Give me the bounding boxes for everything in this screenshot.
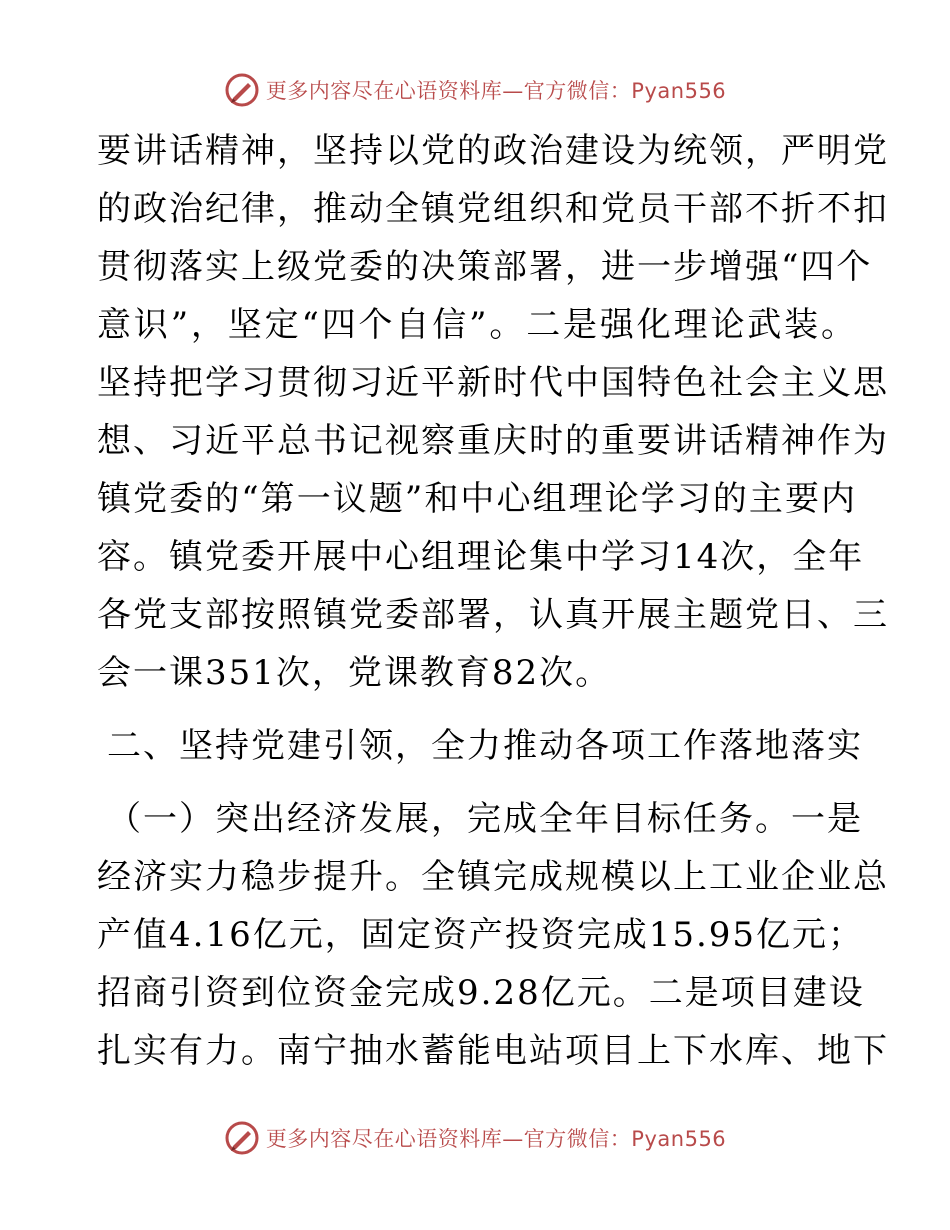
watermark-text: 更多内容尽在心语资料库—官方微信：Pyan556 xyxy=(265,79,727,103)
text-line: 产值4.16亿元，固定资产投资完成15.95亿元； xyxy=(97,915,865,955)
text-line: 想、习近平总书记视察重庆时的重要讲话精神作为 xyxy=(97,421,889,461)
footer-watermark xyxy=(0,1118,950,1158)
watermark-text: 更多内容尽在心语资料库—官方微信：Pyan556 xyxy=(265,1127,727,1151)
text-line: 各党支部按照镇党委部署，认真开展主题党日、三 xyxy=(97,595,889,635)
document-body xyxy=(97,122,889,1080)
text-line: 要讲话精神，坚持以党的政治建设为统领，严明党 xyxy=(97,131,889,171)
text-line: 坚持把学习贯彻习近平新时代中国特色社会主义思 xyxy=(97,363,889,403)
text-line: 会一课351次，党课教育82次。 xyxy=(97,653,612,693)
text-line: 贯彻落实上级党委的决策部署，进一步增强“四个 xyxy=(97,247,873,287)
text-line: 招商引资到位资金完成9.28亿元。二是项目建设 xyxy=(97,973,865,1013)
text-line: 的政治纪律，推动全镇党组织和党员干部不折不扣 xyxy=(97,189,889,229)
text-line: 意识”，坚定“四个自信”。二是强化理论武装。 xyxy=(97,305,857,345)
pen-in-circle-logo xyxy=(224,72,260,108)
text-line: 容。镇党委开展中心组理论集中学习14次，全年 xyxy=(97,537,865,577)
section-heading: 二、坚持党建引领，全力推动各项工作落地落实 xyxy=(107,726,863,766)
text-line: 扎实有力。南宁抽水蓄能电站项目上下水库、地下 xyxy=(97,1031,889,1071)
pen-in-circle-logo xyxy=(224,1120,260,1156)
header-watermark xyxy=(0,70,950,110)
text-line: 镇党委的“第一议题”和中心组理论学习的主要内 xyxy=(97,479,857,519)
text-line: （一）突出经济发展，完成全年目标任务。一是 xyxy=(107,799,863,839)
text-line: 经济实力稳步提升。全镇完成规模以上工业企业总 xyxy=(97,857,889,897)
